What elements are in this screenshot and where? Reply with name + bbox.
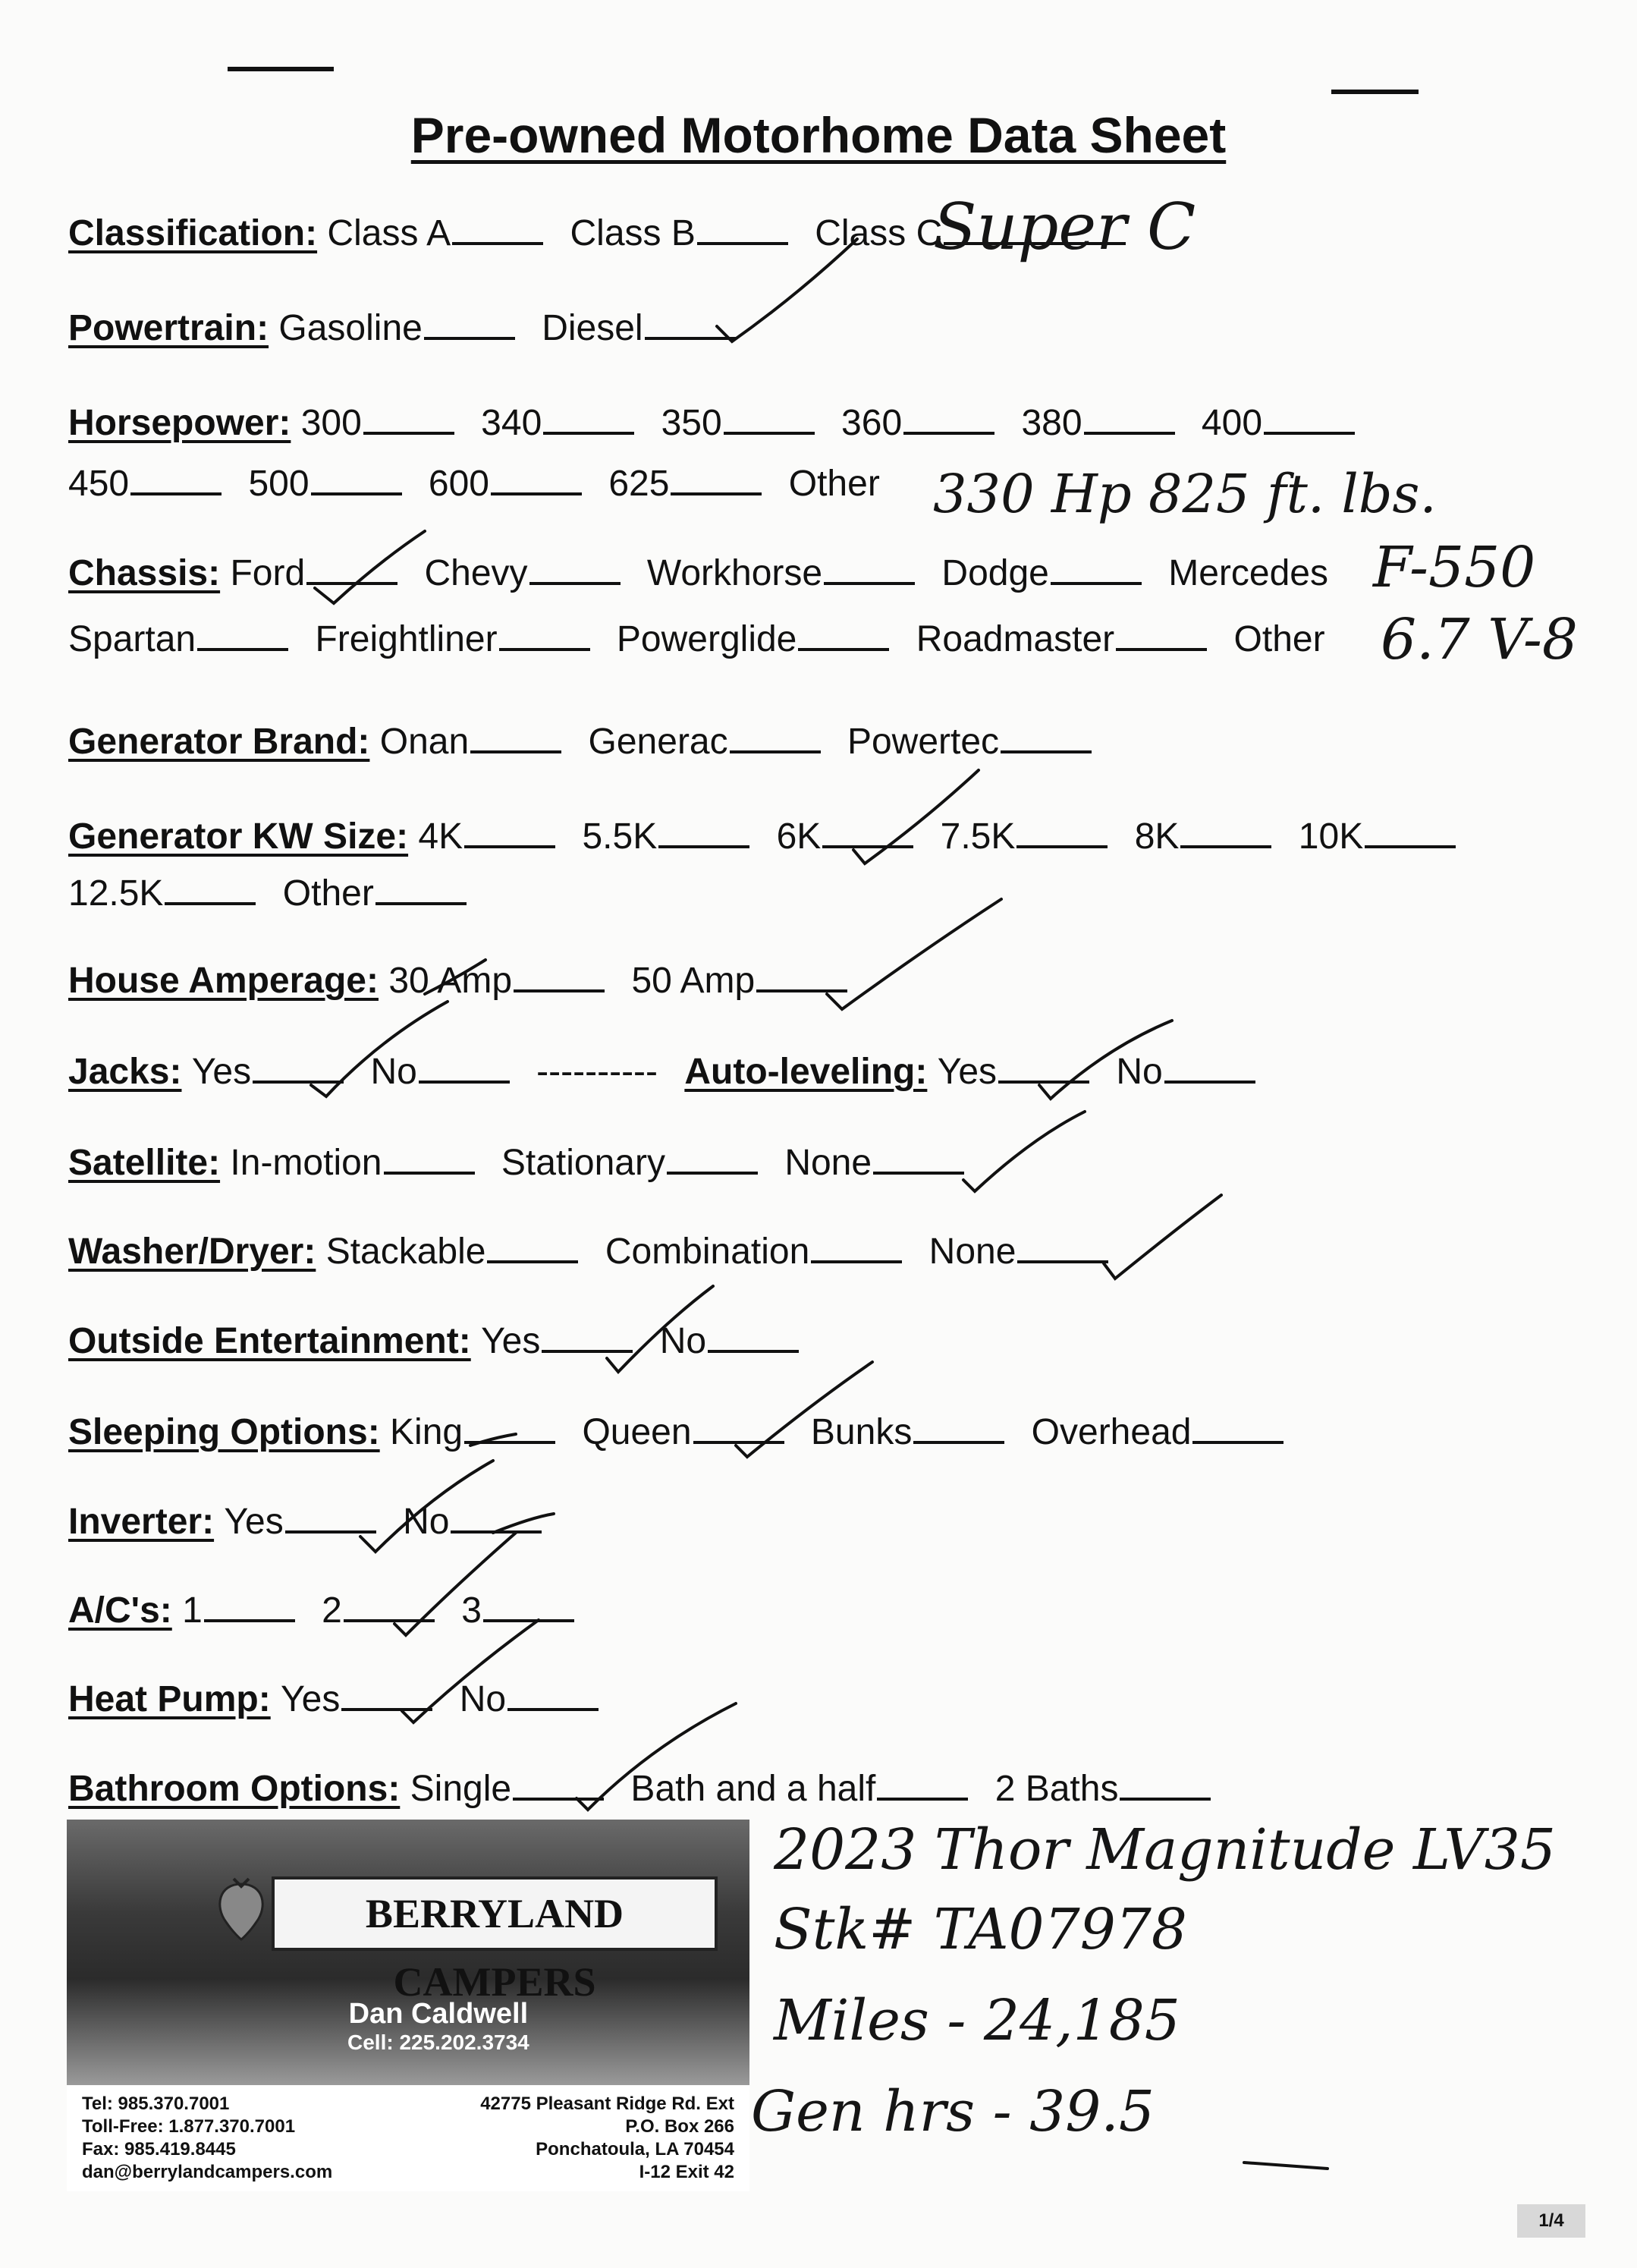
auto-leveling-label: Auto-leveling:: [684, 1052, 928, 1092]
dealer-business-card: [67, 1820, 749, 2191]
strawberry-logo-icon: [211, 1873, 272, 1941]
bunks-option[interactable]: Bunks: [811, 1411, 1004, 1453]
mercedes-option[interactable]: Mercedes: [1168, 553, 1328, 593]
hp-300-option[interactable]: 300: [301, 402, 454, 444]
hp-450-option[interactable]: 450: [68, 463, 222, 505]
chassis-row-2: [68, 618, 1342, 660]
heat-pump-yes-option[interactable]: Yes: [281, 1678, 432, 1720]
kw-10k-option[interactable]: 10K: [1299, 816, 1456, 857]
satellite-label: Satellite:: [68, 1143, 221, 1183]
stackable-option[interactable]: Stackable: [326, 1231, 579, 1272]
ac-3-option[interactable]: 3: [461, 1590, 574, 1631]
class-c-option[interactable]: Class C: [815, 212, 1126, 254]
handwritten-note-stock: Stk# TA07978: [774, 1897, 1187, 1962]
generator-kw-row-1: [68, 816, 1472, 857]
hp-360-option[interactable]: 360: [841, 402, 994, 444]
dodge-option[interactable]: Dodge: [941, 552, 1141, 594]
horsepower-label: Horsepower:: [68, 403, 291, 443]
acs-row: [68, 1590, 591, 1631]
amp-30-option[interactable]: 30 Amp: [388, 960, 605, 1002]
kw-6k-option[interactable]: 6K: [777, 816, 914, 857]
kw-7-5k-option[interactable]: 7.5K: [941, 816, 1108, 857]
powertrain-label: Powertrain:: [68, 308, 269, 348]
kw-4k-option[interactable]: 4K: [418, 816, 555, 857]
powertec-option[interactable]: Powertec: [847, 721, 1092, 763]
washer-none-option[interactable]: None: [929, 1231, 1109, 1272]
house-amperage-label: House Amperage:: [68, 961, 379, 1001]
generator-kw-label: Generator KW Size:: [68, 816, 409, 857]
jacks-row: [68, 1051, 1272, 1093]
overhead-option[interactable]: Overhead: [1032, 1411, 1284, 1453]
generator-kw-row-2: [68, 873, 483, 914]
card-address-block: [480, 2093, 734, 2184]
class-b-option[interactable]: Class B: [570, 212, 788, 254]
generator-brand-label: Generator Brand:: [68, 722, 370, 762]
inverter-yes-option[interactable]: Yes: [224, 1501, 375, 1543]
card-toll-free: Toll-Free: 1.877.370.7001: [82, 2116, 296, 2137]
auto-no-option[interactable]: No: [1116, 1051, 1255, 1093]
bath-and-half-option[interactable]: Bath and a half: [630, 1768, 968, 1810]
inverter-row: [68, 1501, 558, 1543]
roadmaster-option[interactable]: Roadmaster: [916, 618, 1207, 660]
chassis-mercedes-handwritten: F-550: [1373, 535, 1536, 600]
handwritten-note-model: 2023 Thor Magnitude LV35: [774, 1817, 1556, 1883]
ac-1-option[interactable]: 1: [182, 1590, 295, 1631]
bathroom-options-label: Bathroom Options:: [68, 1769, 401, 1809]
two-baths-option[interactable]: 2 Baths: [995, 1768, 1211, 1810]
single-bath-option[interactable]: Single: [410, 1768, 604, 1810]
kw-8k-option[interactable]: 8K: [1135, 816, 1272, 857]
king-option[interactable]: King: [390, 1411, 555, 1453]
amp-50-option[interactable]: 50 Amp: [631, 960, 847, 1002]
combination-option[interactable]: Combination: [605, 1231, 902, 1272]
outside-entertainment-row: [68, 1320, 815, 1362]
kw-other-option[interactable]: Other: [283, 873, 467, 914]
kw-12-5k-option[interactable]: 12.5K: [68, 873, 256, 914]
entertainment-yes-option[interactable]: Yes: [481, 1320, 633, 1362]
chassis-other-option[interactable]: Other: [1233, 619, 1325, 659]
contact-cell: Cell: 225.202.3734: [347, 2031, 529, 2054]
card-address-4: I-12 Exit 42: [639, 2162, 734, 2182]
page-title: Pre-owned Motorhome Data Sheet: [410, 107, 1227, 163]
sleeping-options-row: [68, 1411, 1300, 1453]
card-address-3: Ponchatoula, LA 70454: [536, 2139, 734, 2159]
onan-option[interactable]: Onan: [380, 721, 561, 763]
ac-2-option[interactable]: 2: [322, 1590, 435, 1631]
page-number-badge: 1/4: [1517, 2204, 1585, 2238]
satellite-row: [68, 1142, 981, 1184]
contact-box: [347, 1998, 529, 2055]
hp-400-option[interactable]: 400: [1202, 402, 1355, 444]
washer-dryer-label: Washer/Dryer:: [68, 1232, 316, 1272]
inverter-label: Inverter:: [68, 1502, 215, 1542]
auto-yes-option[interactable]: Yes: [938, 1051, 1089, 1093]
satellite-none-option[interactable]: None: [784, 1142, 964, 1184]
card-address-1: 42775 Pleasant Ridge Rd. Ext: [480, 2093, 734, 2114]
card-fax: Fax: 985.419.8445: [82, 2139, 236, 2159]
classification-label: Classification:: [68, 213, 318, 253]
kw-5-5k-option[interactable]: 5.5K: [582, 816, 749, 857]
hp-350-option[interactable]: 350: [661, 402, 815, 444]
check-satellite-none: [963, 1112, 1085, 1191]
dealership-sign: BERRYLAND CAMPERS: [272, 1876, 718, 1951]
stroke-right-scribble: [1244, 2163, 1328, 2169]
hp-625-option[interactable]: 625: [608, 463, 762, 505]
jacks-separator: ----------: [536, 1052, 658, 1092]
heat-pump-no-option[interactable]: No: [460, 1678, 599, 1720]
top-mark-right: [1331, 90, 1419, 94]
chevy-option[interactable]: Chevy: [424, 552, 620, 594]
hp-500-option[interactable]: 500: [248, 463, 401, 505]
hp-380-option[interactable]: 380: [1021, 402, 1174, 444]
hp-340-option[interactable]: 340: [481, 402, 634, 444]
jacks-no-option[interactable]: No: [370, 1051, 509, 1093]
in-motion-option[interactable]: In-motion: [230, 1142, 474, 1184]
handwritten-note-gen-hours: Gen hrs - 39.5: [751, 2079, 1155, 2144]
queen-option[interactable]: Queen: [582, 1411, 784, 1453]
powertrain-row: [68, 307, 753, 349]
heat-pump-label: Heat Pump:: [68, 1679, 271, 1719]
handwritten-note-miles: Miles - 24,185: [774, 1988, 1180, 2053]
class-a-option[interactable]: Class A: [327, 212, 543, 254]
classification-handwritten: Super C: [933, 190, 1196, 264]
horsepower-row-1: [68, 402, 1371, 444]
contact-name: Dan Caldwell: [348, 1998, 529, 2030]
card-address-2: P.O. Box 266: [625, 2116, 734, 2137]
card-email[interactable]: dan@berrylandcampers.com: [82, 2162, 333, 2182]
card-phone-block: [82, 2093, 332, 2184]
sleeping-options-label: Sleeping Options:: [68, 1412, 380, 1452]
chassis-label: Chassis:: [68, 553, 221, 593]
entertainment-no-option[interactable]: No: [660, 1320, 799, 1362]
jacks-label: Jacks:: [68, 1052, 182, 1092]
acs-label: A/C's:: [68, 1590, 172, 1631]
horsepower-row-2: [68, 463, 897, 505]
powerglide-option[interactable]: Powerglide: [617, 618, 889, 660]
heat-pump-row: [68, 1678, 615, 1720]
stationary-option[interactable]: Stationary: [501, 1142, 758, 1184]
top-mark-left: [228, 67, 334, 71]
outside-entertainment-label: Outside Entertainment:: [68, 1321, 471, 1361]
freightliner-option[interactable]: Freightliner: [315, 618, 589, 660]
spartan-option[interactable]: Spartan: [68, 618, 288, 660]
ford-option[interactable]: Ford: [230, 552, 397, 594]
gasoline-option[interactable]: Gasoline: [278, 307, 514, 349]
generac-option[interactable]: Generac: [589, 721, 821, 763]
jacks-yes-option[interactable]: Yes: [192, 1051, 344, 1093]
hp-other-option[interactable]: Other: [788, 464, 880, 504]
washer-dryer-row: [68, 1231, 1125, 1272]
dealership-photo: [67, 1820, 749, 2085]
inverter-no-option[interactable]: No: [403, 1501, 542, 1543]
diesel-option[interactable]: Diesel: [542, 307, 735, 349]
workhorse-option[interactable]: Workhorse: [647, 552, 915, 594]
bathroom-options-row: [68, 1768, 1227, 1810]
generator-brand-row: [68, 721, 1108, 763]
horsepower-handwritten: 330 Hp 825 ft. lbs.: [933, 463, 1437, 525]
chassis-other-handwritten: 6.7 V-8: [1381, 607, 1578, 672]
card-tel: Tel: 985.370.7001: [82, 2093, 230, 2114]
house-amperage-row: [68, 960, 864, 1002]
chassis-row-1: [68, 552, 1345, 594]
hp-600-option[interactable]: 600: [429, 463, 582, 505]
